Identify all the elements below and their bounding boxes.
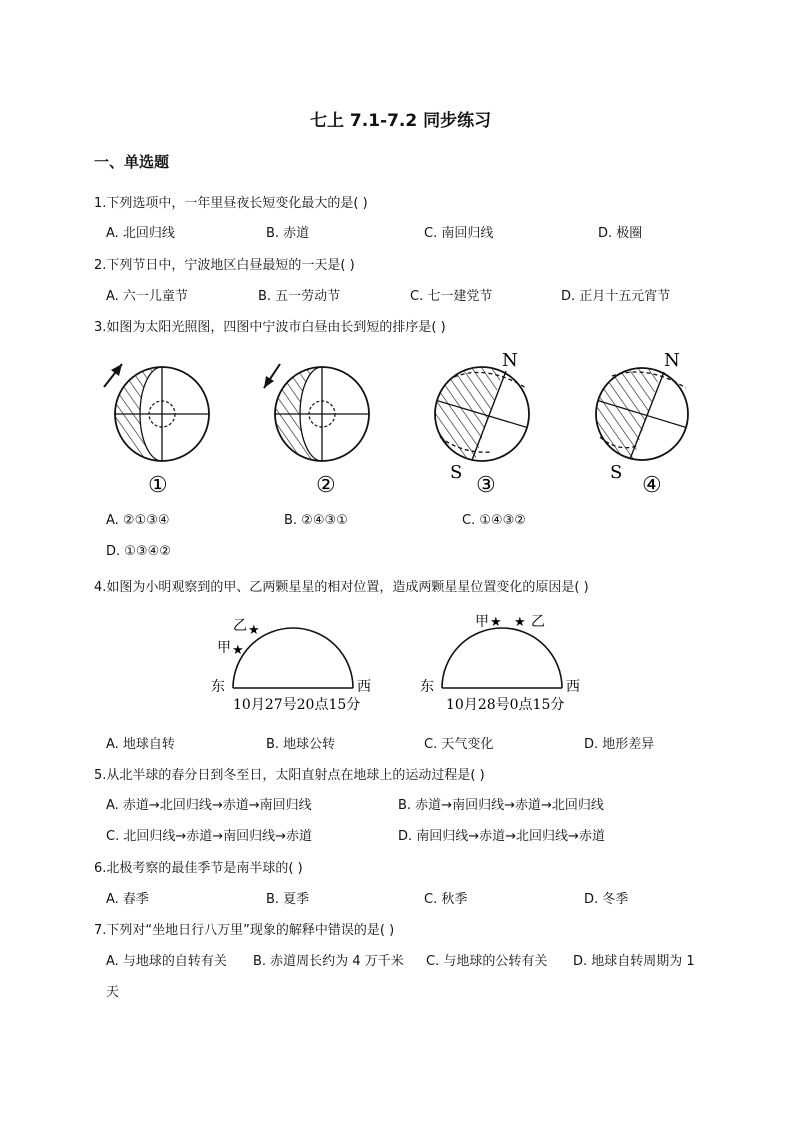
question-7-option-b[interactable]: B. 赤道周长约为 4 万千米 bbox=[253, 954, 404, 969]
panel-2-west-label: 西 bbox=[566, 679, 580, 695]
question-6-option-a[interactable]: A. 春季 bbox=[106, 892, 149, 907]
question-7-option-d[interactable]: D. 地球自转周期为 1 bbox=[573, 954, 695, 969]
star-panel-1 bbox=[211, 618, 371, 713]
panel-1-star-a-label: 甲 bbox=[217, 640, 231, 656]
question-2-stem: 2.下列节日中，宁波地区白昼最短的一天是( ) bbox=[94, 258, 355, 273]
question-2-option-d[interactable]: D. 正月十五元宵节 bbox=[561, 289, 671, 304]
question-4-option-c[interactable]: C. 天气变化 bbox=[424, 737, 494, 752]
question-5-stem: 5.从北半球的春分日到冬至日，太阳直射点在地球上的运动过程是( ) bbox=[94, 768, 485, 783]
panel-1-star-a-icon: ★ bbox=[232, 643, 244, 658]
question-2-option-c[interactable]: C. 七一建党节 bbox=[410, 289, 493, 304]
panel-1-west-label: 西 bbox=[357, 679, 371, 695]
question-5-option-c[interactable]: C. 北回归线→赤道→南回归线→赤道 bbox=[106, 829, 313, 844]
question-3-option-d[interactable]: D. ①③④② bbox=[106, 544, 171, 559]
panel-2-east-label: 东 bbox=[420, 679, 434, 695]
question-3-option-c[interactable]: C. ①④③② bbox=[462, 513, 526, 528]
globe-3-south-label: S bbox=[450, 462, 463, 483]
question-1-option-b[interactable]: B. 赤道 bbox=[266, 226, 310, 241]
globe-4-north-label: N bbox=[664, 350, 680, 371]
question-4-option-b[interactable]: B. 地球公转 bbox=[266, 737, 336, 752]
panel-1-star-b-icon: ★ bbox=[248, 623, 260, 638]
question-7-option-c[interactable]: C. 与地球的公转有关 bbox=[426, 954, 548, 969]
panel-1-caption: 10月27号20点15分 bbox=[233, 697, 361, 713]
question-3-option-b[interactable]: B. ②④③① bbox=[284, 513, 348, 528]
question-5-option-a[interactable]: A. 赤道→北回归线→赤道→南回归线 bbox=[106, 798, 312, 813]
question-1-stem: 1.下列选项中，一年里昼夜长短变化最大的是( ) bbox=[94, 196, 368, 211]
globe-figure-4 bbox=[592, 350, 688, 483]
globe-1-label: ① bbox=[148, 473, 168, 498]
question-7-option-d-continued: 天 bbox=[106, 985, 120, 1000]
panel-2-star-a-label: 甲 bbox=[475, 614, 489, 630]
section-heading: 一、单选题 bbox=[94, 153, 170, 171]
question-6-option-b[interactable]: B. 夏季 bbox=[266, 892, 310, 907]
globe-figure-1 bbox=[104, 364, 209, 461]
question-7-option-a[interactable]: A. 与地球的自转有关 bbox=[106, 954, 227, 969]
globe-3-label: ③ bbox=[476, 473, 496, 498]
question-2-option-a[interactable]: A. 六一儿童节 bbox=[106, 289, 188, 304]
question-1-option-c[interactable]: C. 南回归线 bbox=[424, 226, 494, 241]
panel-2-caption: 10月28号0点15分 bbox=[446, 697, 565, 713]
page-title: 七上 7.1-7.2 同步练习 bbox=[310, 111, 492, 131]
globe-3-north-label: N bbox=[502, 350, 518, 371]
panel-2-star-b-icon: ★ bbox=[514, 615, 526, 630]
question-6-stem: 6.北极考察的最佳季节是南半球的( ) bbox=[94, 861, 303, 876]
panel-2-star-a-icon: ★ bbox=[490, 615, 502, 630]
globe-2-label: ② bbox=[316, 473, 336, 498]
globe-4-south-label: S bbox=[610, 462, 623, 483]
question-3-option-a[interactable]: A. ②①③④ bbox=[106, 513, 170, 528]
globe-4-label: ④ bbox=[642, 473, 662, 498]
question-4-stem: 4.如图为小明观察到的甲、乙两颗星星的相对位置，造成两颗星星位置变化的原因是( ) bbox=[94, 580, 589, 595]
question-4-option-a[interactable]: A. 地球自转 bbox=[106, 737, 175, 752]
question-6-option-d[interactable]: D. 冬季 bbox=[584, 892, 629, 907]
question-3-stem: 3.如图为太阳光照图，四图中宁波市白昼由长到短的排序是( ) bbox=[94, 320, 446, 335]
question-4-option-d[interactable]: D. 地形差异 bbox=[584, 737, 655, 752]
globe-figure-3 bbox=[432, 350, 529, 483]
star-panel-2 bbox=[420, 614, 580, 713]
panel-1-star-b-label: 乙 bbox=[233, 618, 247, 634]
question-1-option-d[interactable]: D. 极圈 bbox=[598, 226, 643, 241]
sunlight-diagram-figure bbox=[92, 342, 702, 498]
question-5-option-d[interactable]: D. 南回归线→赤道→北回归线→赤道 bbox=[398, 829, 605, 844]
globe-figure-2 bbox=[264, 364, 369, 461]
question-7-stem: 7.下列对“坐地日行八万里”现象的解释中错误的是( ) bbox=[94, 923, 395, 938]
star-position-figure bbox=[205, 608, 590, 718]
question-6-option-c[interactable]: C. 秋季 bbox=[424, 892, 468, 907]
panel-2-star-b-label: 乙 bbox=[531, 614, 545, 630]
panel-1-east-label: 东 bbox=[211, 679, 225, 695]
question-1-option-a[interactable]: A. 北回归线 bbox=[106, 226, 175, 241]
question-2-option-b[interactable]: B. 五一劳动节 bbox=[258, 289, 341, 304]
question-5-option-b[interactable]: B. 赤道→南回归线→赤道→北回归线 bbox=[398, 798, 604, 813]
